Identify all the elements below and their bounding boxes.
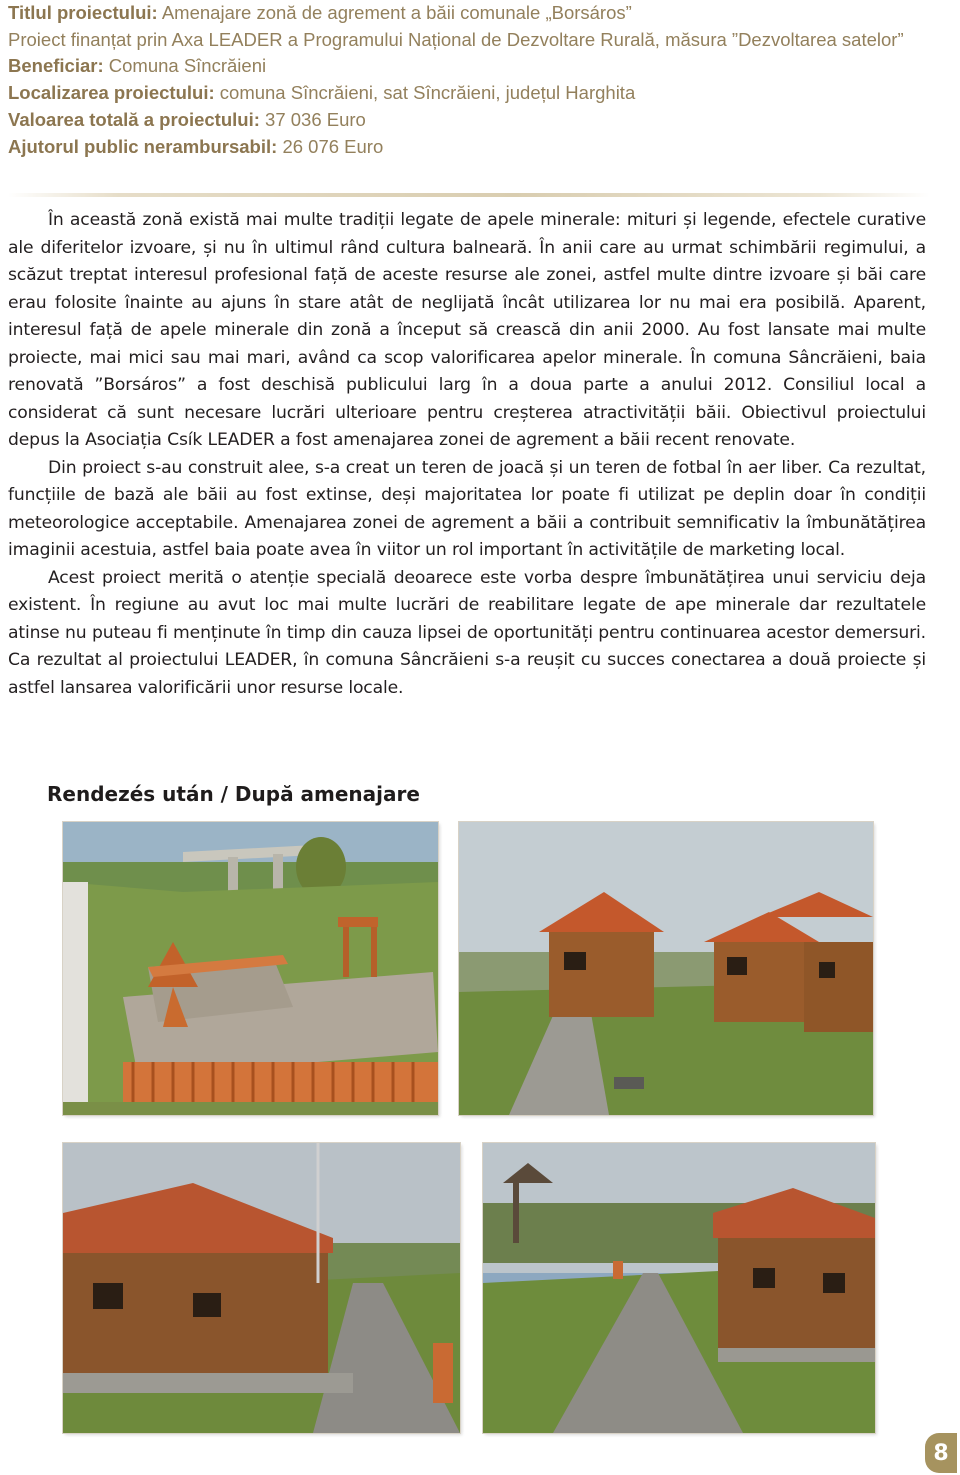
path-photo-image [483,1143,875,1433]
total-value-line [8,107,953,134]
total-value-label: Valoarea totală a proiectului: [8,108,260,130]
project-title-value: Amenajare zonă de agrement a băii comunale „Borsáros” [161,2,632,23]
project-title-label: Titlul proiectului: [8,2,158,23]
header-divider [8,193,930,197]
beneficiary-line [8,53,953,80]
grant-value: 26 076 Euro [282,135,384,157]
playground-photo-image [63,822,438,1115]
cabins-photo-1 [459,822,873,1115]
article-body [8,207,926,702]
cabins-photo-2 [63,1143,460,1433]
page-number-badge: 8 [925,1433,957,1473]
paragraph-1: În această zonă există mai multe tradiții legate de apele minerale: mituri și legende, efectele curative ale diferitelor izvoare, și nu în ultimul rând cultura balneară. În anii care au urmat schimbării regimului, a scăzut treptat interesul profesional față de aceste resurse ale zonei, astfel multe dintre izvoare și băi care erau folosite înainte au ajuns în stare atât de neglijată încât utilizarea lor nu mai era posibilă. Aparent, interesul față de apele minerale din zonă a început să crească din anii 2000. Au fost lansate mai multe proiecte, mai mici sau mai mari, având ca scop valorificarea apelor minerale. În comuna Sâncrăieni, baia renovată ”Borsáros” a fost deschisă publicului larg în a doua parte a anului 2012. Consiliul local a considerat că sunt necesare lucrări ulterioare pentru creșterea atractivității băii. Obiectivul proiectului depus la Asociația Csík LEADER a fost amenajarea zonei de agrement a băii recent renovate. [8,210,926,450]
location-line [8,80,953,107]
path-photo [483,1143,875,1433]
paragraph-2: Din proiect s-au construit alee, s-a creat un teren de joacă și un teren de fotbal în aer liber. Ca rezultat, funcțiile de bază ale băii au fost extinse, deși majoritatea lor poate fi utilizat pe deplin doar în condiții meteorologice acceptabile. Amenajarea zonei de agrement a băii a contribuit semnificativ la îmbunătățirea imaginii acestuia, astfel baia poate avea în viitor un rol important în activitățile de marketing local. [8,457,926,560]
beneficiary-value: Comuna Sîncrăieni [108,55,267,77]
funding-line: Proiect finanțat prin Axa LEADER a Programului Național de Dezvoltare Rurală, măsura ”Dezvoltarea satelor” [8,28,904,50]
project-header [8,0,953,160]
cabins-photo-1-image [459,822,873,1115]
location-value: comuna Sîncrăieni, sat Sîncrăieni, județul Harghita [219,82,636,104]
location-label: Localizarea proiectului: [8,82,215,104]
project-title-line [8,0,953,27]
cabins-photo-2-image [63,1143,460,1433]
playground-photo [63,822,438,1115]
total-value: 37 036 Euro [265,108,366,130]
section-title: Rendezés után / După amenajare [47,782,420,806]
beneficiary-label: Beneficiar: [8,55,104,77]
paragraph-3: Acest proiect merită o atenție specială deoarece este vorba despre îmbunătățirea unui serviciu deja existent. În regiune au avut loc mai multe lucrări de reabilitare legate de ape minerale dar rezultatele atinse nu puteau fi menținute în timp din cauza lipsei de oportunități pentru continuarea acestor demersuri. Ca rezultat al proiectului LEADER, în comuna Sâncrăieni s-a reușit cu succes conectarea a două proiecte și astfel lansarea valorificării unor resurse locale. [8,567,926,698]
grant-line [8,134,953,161]
grant-label: Ajutorul public nerambursabil: [8,135,278,157]
